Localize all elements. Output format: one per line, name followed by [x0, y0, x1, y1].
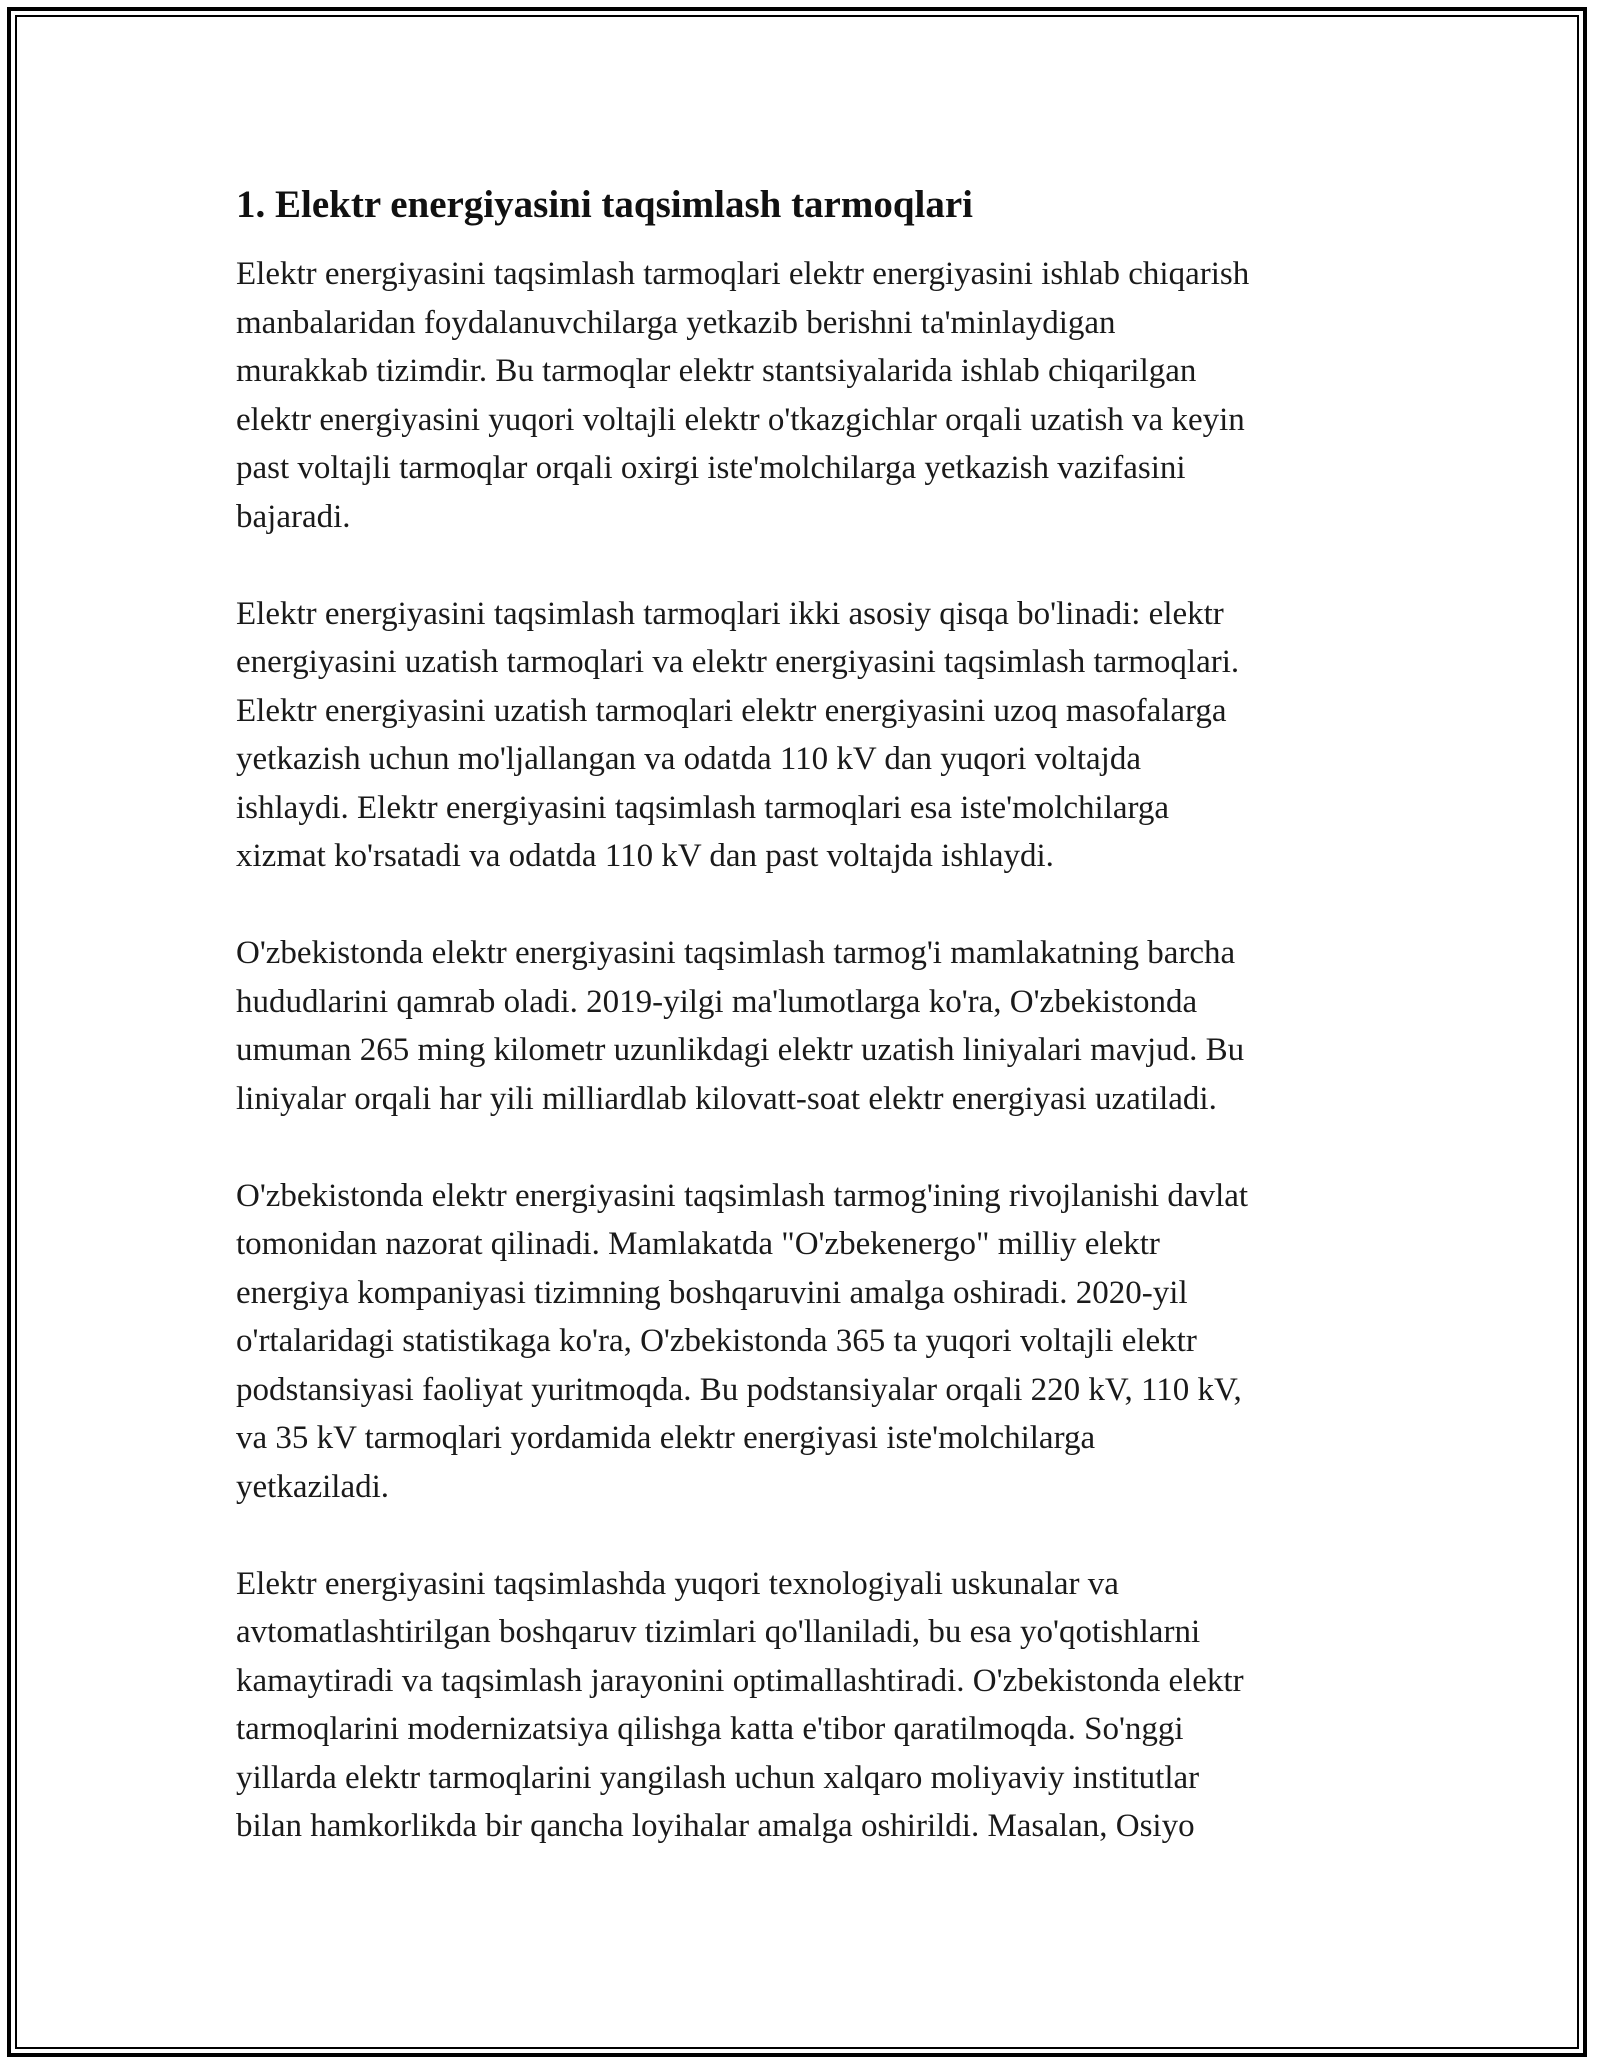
text-line: O'zbekistonda elektr energiyasini taqsimlash tarmog'ining rivojlanishi davlat: [236, 1177, 1249, 1214]
text-line: O'zbekistonda elektr energiyasini taqsimlash tarmog'i mamlakatning barcha: [236, 935, 1236, 971]
text-line: energiyasini uzatish tarmoqlari va elektr energiyasini taqsimlash tarmoqlari.: [236, 644, 1240, 680]
text-line: xizmat ko'rsatadi va odatda 110 kV dan past voltajda ishlaydi.: [236, 838, 1054, 874]
text-line: yetkazish uchun mo'ljallangan va odatda 110 kV dan yuqori voltajda: [236, 741, 1141, 777]
text-line: murakkab tizimdir. Bu tarmoqlar elektr stantsiyalarida ishlab chiqarilgan: [236, 353, 1197, 389]
paragraph-spacer: [236, 1511, 1376, 1560]
paragraph-spacer: [236, 881, 1376, 930]
text-line: tomonidan nazorat qilinadi. Mamlakatda "O'zbekenergo" milliy elektr: [236, 1226, 1160, 1262]
text-line: Elektr energiyasini taqsimlash tarmoqlari elektr energiyasini ishlab chiqarish: [236, 256, 1250, 292]
text-line: bajaradi.: [236, 498, 351, 535]
paragraph-2: [236, 590, 1376, 881]
text-line: umuman 265 ming kilometr uzunlikdagi elektr uzatish liniyalari mavjud. Bu: [236, 1032, 1245, 1068]
text-line: elektr energiyasini yuqori voltajli elektr o'tkazgichlar orqali uzatish va keyin: [236, 401, 1245, 438]
text-line: kamaytiradi va taqsimlash jarayonini optimallashtiradi. O'zbekistonda elektr: [236, 1662, 1244, 1699]
text-line: past voltajli tarmoqlar orqali oxirgi iste'molchilarga yetkazish vazifasini: [236, 450, 1186, 486]
paragraph-3: [236, 929, 1376, 1123]
text-line: ishlaydi. Elektr energiyasini taqsimlash tarmoqlari esa iste'molchilarga: [236, 789, 1170, 826]
section-heading: 1. Elektr energiyasini taqsimlash tarmoqlari: [236, 183, 974, 226]
text-line: avtomatlashtirilgan boshqaruv tizimlari qo'llaniladi, bu esa yo'qotishlarni: [236, 1614, 1201, 1650]
text-line: yillarda elektr tarmoqlarini yangilash uchun xalqaro moliyaviy institutlar: [236, 1759, 1200, 1796]
text-line: podstansiyasi faoliyat yuritmoqda. Bu podstansiyalar orqali 220 kV, 110 kV,: [236, 1371, 1242, 1408]
text-line: va 35 kV tarmoqlari yordamida elektr energiyasi iste'molchilarga: [236, 1420, 1096, 1456]
paragraph-4: [236, 1172, 1376, 1512]
text-line: bilan hamkorlikda bir qancha loyihalar amalga oshirildi. Masalan, Osiyo: [236, 1808, 1195, 1844]
paragraph-5: [236, 1560, 1376, 1851]
text-line: Elektr energiyasini taqsimlash tarmoqlari ikki asosiy qisqa bo'linadi: elektr: [236, 595, 1224, 632]
text-line: yetkaziladi.: [236, 1468, 390, 1505]
text-line: energiya kompaniyasi tizimning boshqaruvini amalga oshiradi. 2020-yil: [236, 1274, 1188, 1311]
paragraph-spacer: [236, 1123, 1376, 1172]
document-body: [236, 180, 1376, 1851]
text-line: o'rtalaridagi statistikaga ko'ra, O'zbekistonda 365 ta yuqori voltajli elektr: [236, 1323, 1197, 1359]
text-line: manbalaridan foydalanuvchilarga yetkazib berishni ta'minlaydigan: [236, 304, 1116, 341]
text-line: liniyalar orqali har yili milliardlab kilovatt-soat elektr energiyasi uzatiladi.: [236, 1080, 1217, 1117]
text-line: hududlarini qamrab oladi. 2019-yilgi ma'lumotlarga ko'ra, O'zbekistonda: [236, 983, 1198, 1020]
paragraph-1: [236, 250, 1376, 541]
text-line: tarmoqlarini modernizatsiya qilishga katta e'tibor qaratilmoqda. So'nggi: [236, 1711, 1184, 1747]
text-line: Elektr energiyasini uzatish tarmoqlari elektr energiyasini uzoq masofalarga: [236, 692, 1227, 729]
text-line: Elektr energiyasini taqsimlashda yuqori texnologiyali uskunalar va: [236, 1565, 1119, 1602]
paragraph-spacer: [236, 541, 1376, 590]
